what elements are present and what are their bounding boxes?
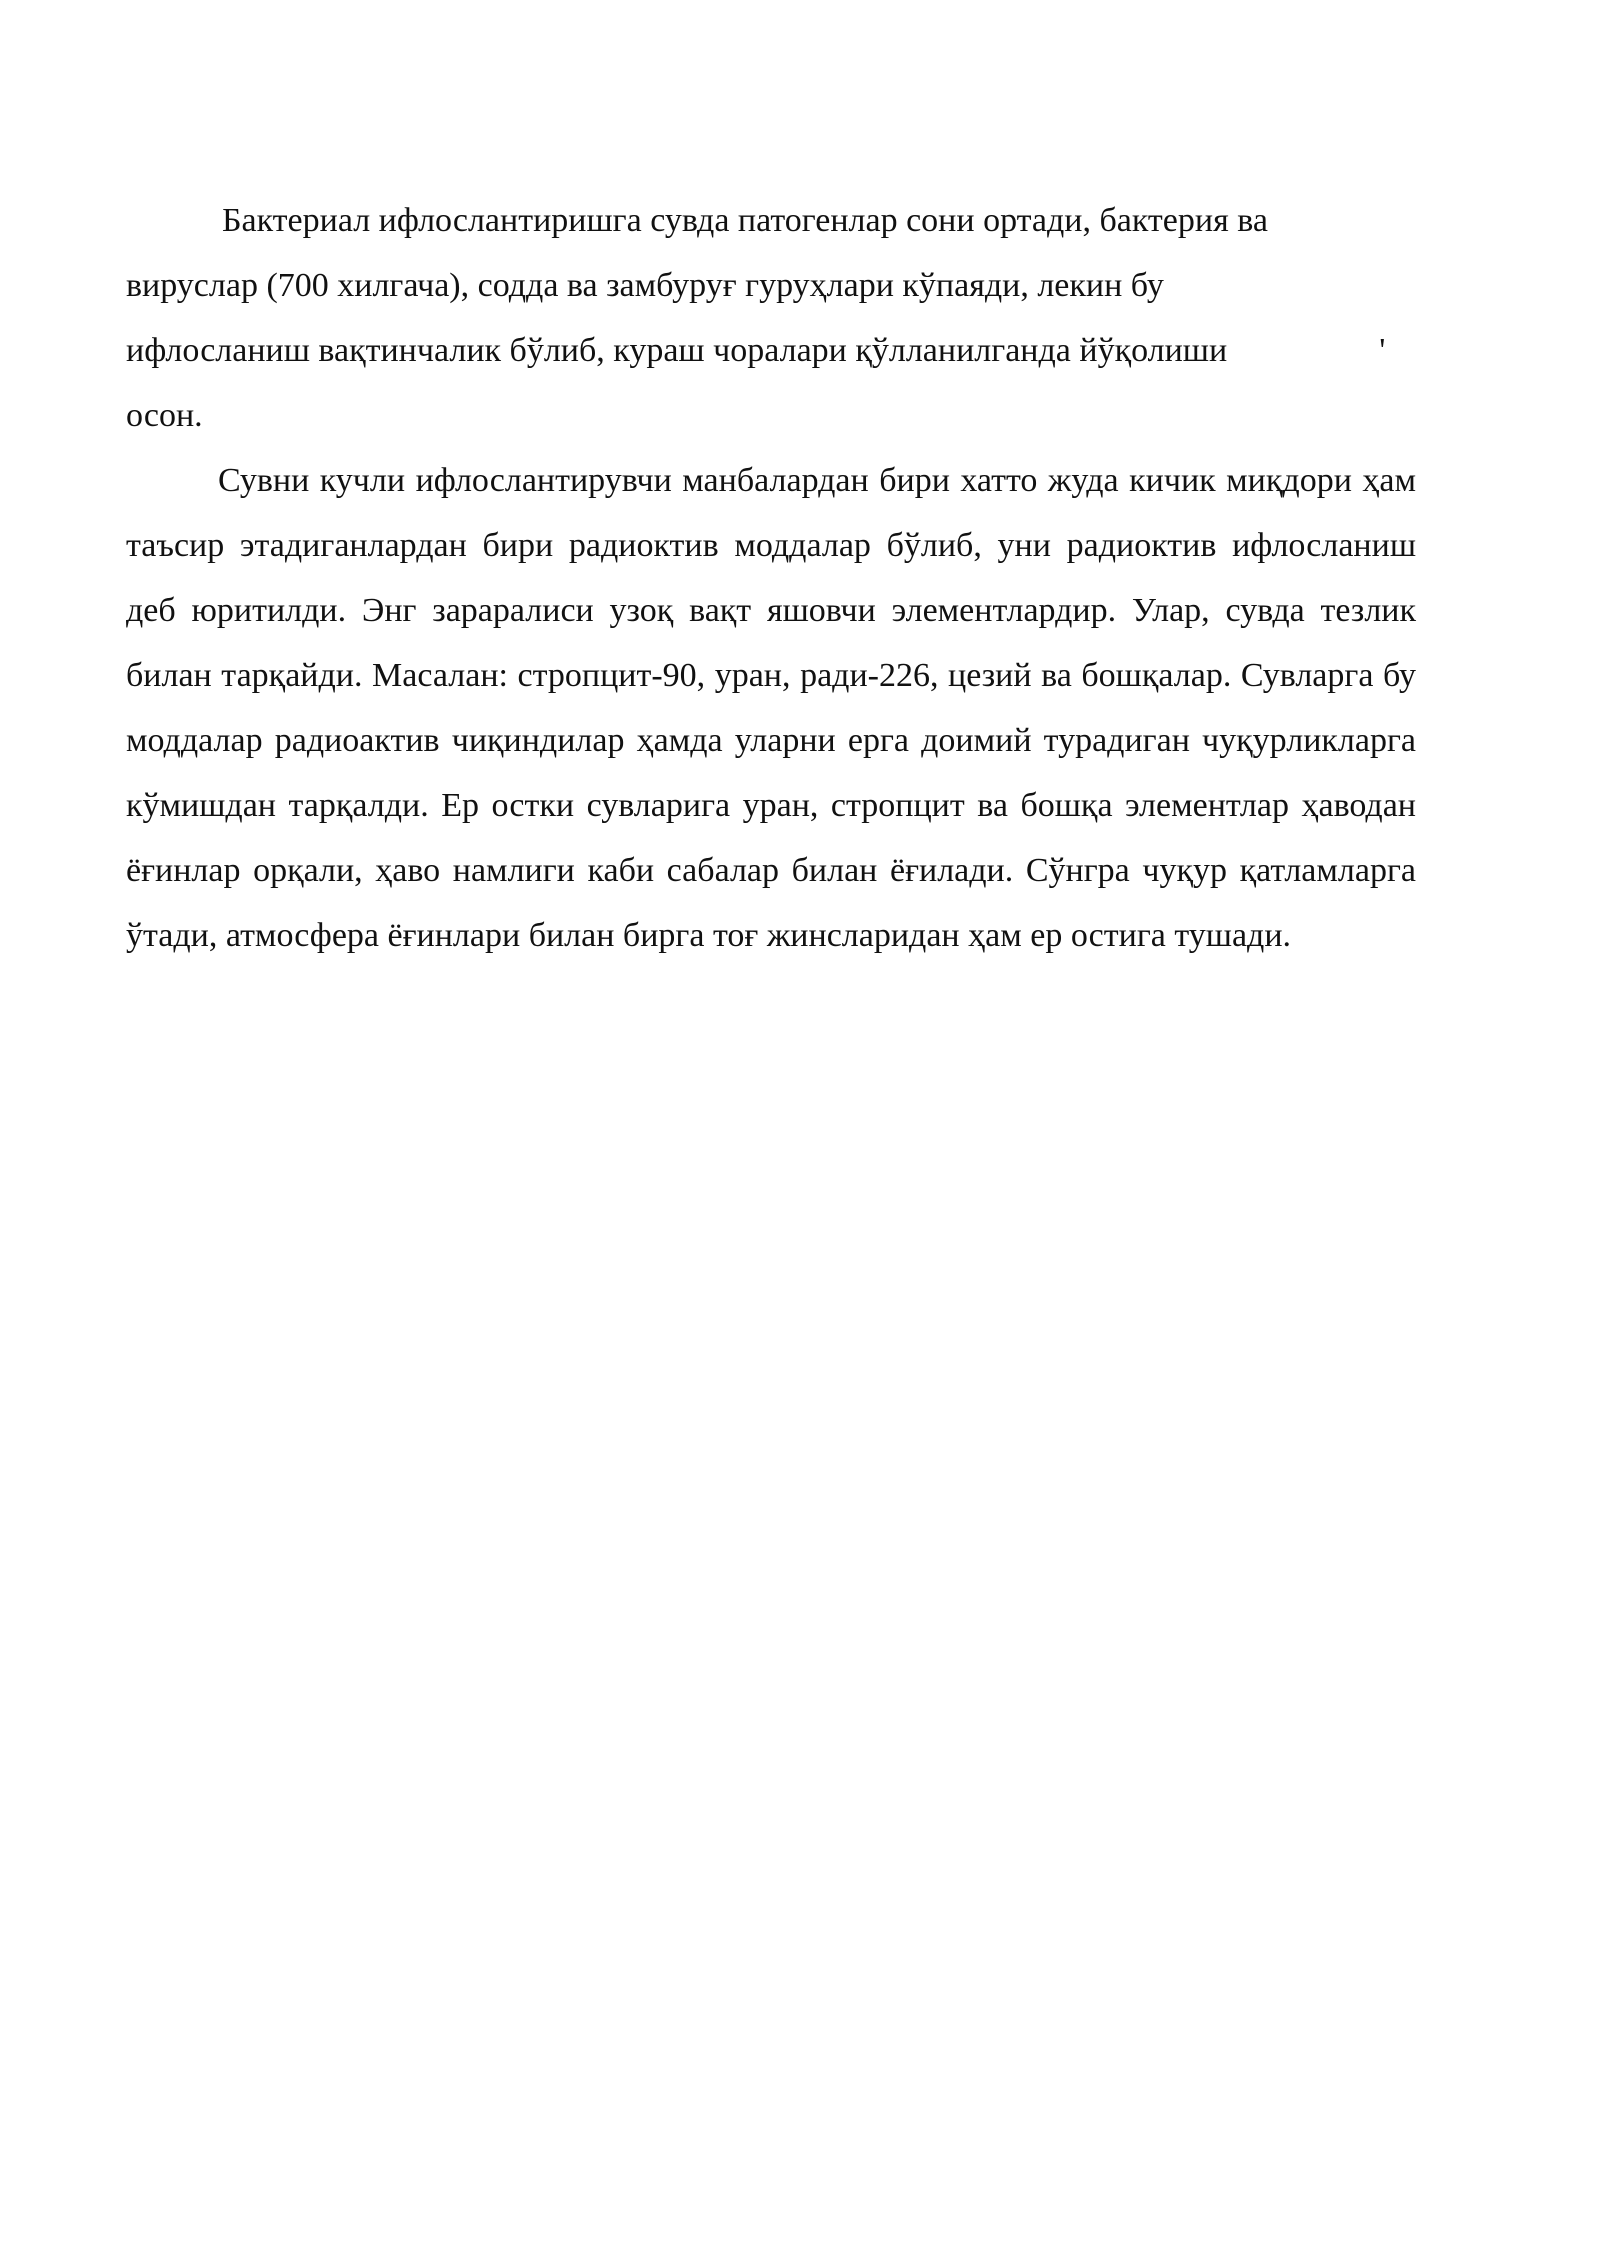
paragraph-radioactive-pollution: Сувни кучли ифлослантирувчи манбалардан бири хатто жуда кичик миқдори ҳам таъсир этадиганлардан бири радиоктив моддалар бўлиб, уни радиоктив ифлосланиш деб юритилди. Энг зараралиси узоқ вақт яшовчи элементлардир. Улар, сувда тезлик билан тарқайди. Масалан: стропцит-90, уран, ради-226, цезий ва бошқалар. Сувларга бу моддалар радиоактив чиқиндилар ҳамда уларни ерга доимий турадиган чуқурликларга кўмишдан тарқалди. Ер остки сувларига уран, стропцит ва бошқа элементлар ҳаводан ёғинлар орқали, ҳаво намлиги каби сабалар билан ёғилади. Сўнгра чуқур қатламларга ўтади, атмосфера ёғинлари билан бирга тоғ жинсларидан ҳам ер остига тушади. (126, 462, 1416, 954)
paragraph-1-line-2: вируслар (700 хилгача), содда ва замбуруғ гуруҳлари кўпаяди, лекин бу (126, 267, 1164, 304)
paragraph-bacterial-pollution (126, 188, 1416, 448)
document-body (126, 188, 1416, 968)
paragraph-1-line-4: осон. (126, 397, 203, 434)
paragraph-1-line-1: Бактериал ифлослантиришга сувда патогенлар сони ортади, бактерия ва (222, 202, 1268, 239)
stray-apostrophe-mark: ' (1379, 332, 1386, 369)
paragraph-1-line-3: ифлосланиш вақтинчалик бўлиб, кураш чоралари қўлланилганда йўқолиши (126, 332, 1228, 369)
